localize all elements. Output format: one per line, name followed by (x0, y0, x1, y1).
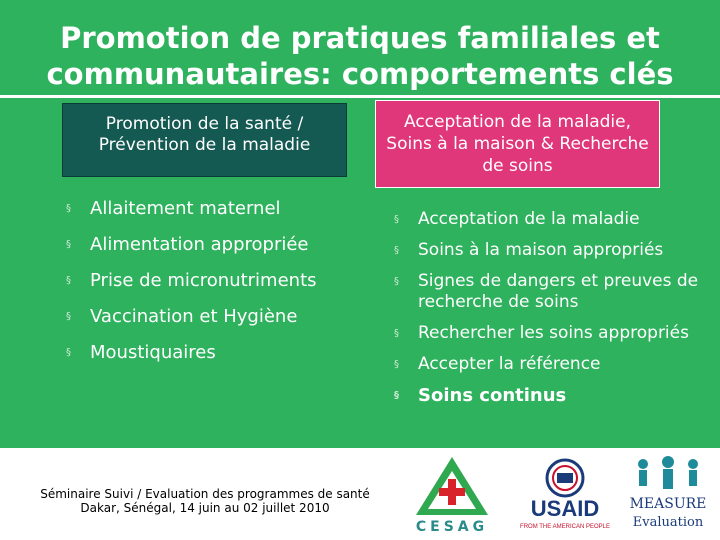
cesag-logo-text: CESAG (415, 519, 489, 535)
title-divider (0, 95, 720, 98)
bullet-icon: § (394, 359, 399, 370)
right-bullet-list (390, 209, 710, 416)
list-item (390, 209, 710, 230)
list-item (390, 354, 710, 375)
list-item (62, 231, 362, 259)
bullet-icon: § (394, 214, 399, 225)
bullet-icon: § (394, 276, 399, 287)
list-item-text: Prise de micronutriments (90, 270, 317, 291)
left-heading-box: Promotion de la santé / Prévention de la maladie (62, 103, 347, 177)
bullet-icon: § (66, 311, 71, 322)
list-item-text: Soins à la maison appropriés (418, 240, 664, 260)
evaluation-logo-text: Evaluation (632, 515, 704, 530)
list-item-text: Moustiquaires (90, 342, 216, 363)
footer-line-1: Séminaire Suivi / Evaluation des programmes de santé (40, 487, 370, 501)
usaid-logo (515, 458, 615, 534)
list-item (390, 240, 710, 261)
measure-logo-text: MEASURE (629, 496, 707, 512)
bullet-icon: § (394, 390, 399, 401)
bullet-icon: § (394, 328, 399, 339)
footer-caption (30, 487, 380, 515)
list-item-text: Signes de dangers et preuves de recherche de soins (418, 271, 699, 312)
list-item-text: Accepter la référence (418, 354, 601, 374)
cesag-logo (410, 455, 495, 535)
slide-title: Promotion de pratiques familiales et communautaires: comportements clés (46, 21, 674, 91)
list-item (390, 385, 710, 406)
bullet-icon: § (66, 239, 71, 250)
list-item-text: Acceptation de la maladie (418, 209, 640, 229)
footer-line-2: Dakar, Sénégal, 14 juin au 02 juillet 2010 (80, 501, 330, 515)
list-item (390, 323, 710, 344)
bullet-icon: § (66, 203, 71, 214)
bullet-icon: § (66, 347, 71, 358)
right-heading-box: Acceptation de la maladie, Soins à la maison & Recherche de soins (375, 100, 660, 188)
measure-evaluation-logo (623, 456, 713, 534)
list-item (390, 271, 710, 313)
list-item (62, 195, 362, 223)
list-item-text: Allaitement maternel (90, 198, 281, 219)
list-item (62, 267, 362, 295)
left-bullet-list (62, 195, 362, 375)
usaid-logo-text: USAID (530, 496, 600, 521)
bullet-icon: § (66, 275, 71, 286)
usaid-tagline: FROM THE AMERICAN PEOPLE (520, 524, 610, 530)
list-item-text: Rechercher les soins appropriés (418, 323, 689, 343)
list-item (62, 339, 362, 367)
bullet-icon: § (394, 245, 399, 256)
list-item-text: Alimentation appropriée (90, 234, 309, 255)
list-item-text: Soins continus (418, 385, 567, 406)
list-item (62, 303, 362, 331)
list-item-text: Vaccination et Hygiène (90, 306, 298, 327)
